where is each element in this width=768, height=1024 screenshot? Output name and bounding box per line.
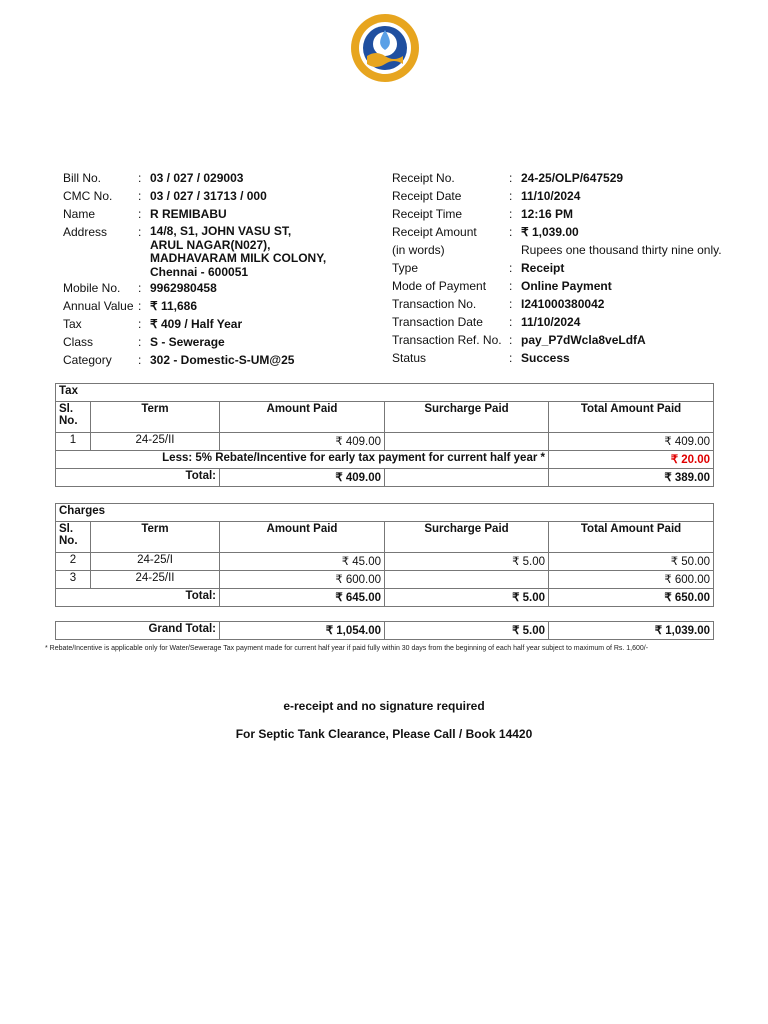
colon: :: [138, 317, 142, 331]
colon: :: [138, 189, 142, 203]
bill-no-row: [63, 171, 383, 189]
field-label: Annual Value: [63, 299, 134, 313]
charges-table: [55, 503, 714, 607]
tax-table-caption: Tax: [56, 384, 714, 402]
cell-term: 24-25/I: [91, 553, 220, 571]
field-label: CMC No.: [63, 189, 113, 203]
colon: :: [138, 207, 142, 221]
address-line: MADHAVARAM MILK COLONY,: [150, 251, 327, 265]
septic-tank-notice: For Septic Tank Clearance, Please Call / Book 14420: [235, 727, 533, 741]
field-label: Transaction No.: [392, 297, 477, 311]
transaction-ref-row: [392, 333, 722, 351]
total-label: Total:: [56, 589, 220, 607]
col-header-surcharge: Surcharge Paid: [385, 402, 549, 433]
bill-no-value: 03 / 027 / 029003: [150, 171, 244, 185]
receipt-no-row: [392, 171, 722, 189]
colon: :: [138, 225, 142, 239]
rebate-label: Less: 5% Rebate/Incentive for early tax payment for current half year *: [56, 451, 549, 469]
receipt-date-row: [392, 189, 722, 207]
col-header-total: Total Amount Paid: [549, 402, 714, 433]
receipt-amount-value: ₹ 1,039.00: [521, 225, 579, 239]
field-label: Mode of Payment: [392, 279, 487, 293]
cell-amount: ₹ 600.00: [220, 571, 385, 589]
charges-table-caption: Charges: [56, 504, 714, 522]
status-value: Success: [521, 351, 570, 365]
colon: :: [138, 171, 142, 185]
annual-value: ₹ 11,686: [150, 299, 198, 313]
col-header-amount: Amount Paid: [220, 402, 385, 433]
annual-value-row: [63, 299, 383, 317]
cell-sl: 3: [56, 571, 91, 589]
field-label: Tax: [63, 317, 82, 331]
colon: :: [509, 297, 513, 311]
colon: :: [509, 207, 513, 221]
cell-total: ₹ 600.00: [549, 571, 714, 589]
field-label: Receipt Date: [392, 189, 462, 203]
class-row: [63, 335, 383, 353]
field-label: Transaction Date: [392, 315, 483, 329]
field-label: (in words): [392, 243, 445, 257]
grand-total-label: Grand Total:: [56, 622, 220, 640]
field-label: Mobile No.: [63, 281, 121, 295]
cell-term: 24-25/II: [91, 433, 220, 451]
amount-in-words-value: Rupees one thousand thirty nine only.: [521, 243, 722, 257]
table-row: [56, 571, 714, 589]
status-row: [392, 351, 722, 369]
cell-term: 24-25/II: [91, 571, 220, 589]
name-value: R REMIBABU: [150, 207, 227, 221]
type-row: [392, 261, 722, 279]
tax-value: ₹ 409 / Half Year: [150, 317, 243, 331]
class-value: S - Sewerage: [150, 335, 225, 349]
total-surcharge: [385, 469, 549, 487]
field-label: Name: [63, 207, 96, 221]
field-label: Type: [392, 261, 419, 275]
grand-total-table: [55, 621, 714, 640]
receipt-no-value: 24-25/OLP/647529: [521, 171, 624, 185]
total-amount: ₹ 645.00: [220, 589, 385, 607]
total-total: ₹ 389.00: [549, 469, 714, 487]
total-label: Total:: [56, 469, 220, 487]
receipt-time-row: [392, 207, 722, 225]
receipt-info-right: [392, 171, 722, 369]
col-header-term: Term: [91, 402, 220, 433]
name-row: [63, 207, 383, 225]
colon: :: [138, 299, 142, 313]
grand-total-surcharge: ₹ 5.00: [385, 622, 549, 640]
transaction-date-value: 11/10/2024: [521, 315, 581, 329]
receipt-date-value: 11/10/2024: [521, 189, 581, 203]
charges-total-row: [56, 589, 714, 607]
cell-surcharge: [385, 571, 549, 589]
address-row: [63, 225, 383, 281]
field-label: Category: [63, 353, 112, 367]
col-header-sl: Sl. No.: [56, 522, 91, 553]
col-header-amount: Amount Paid: [220, 522, 385, 553]
field-label: Receipt Amount: [392, 225, 477, 239]
total-amount: ₹ 409.00: [220, 469, 385, 487]
transaction-date-row: [392, 315, 722, 333]
cell-total: ₹ 409.00: [549, 433, 714, 451]
receipt-amount-row: [392, 225, 722, 243]
field-label: Receipt No.: [392, 171, 455, 185]
grand-total-row: [56, 622, 714, 640]
colon: :: [138, 353, 142, 367]
colon: :: [509, 315, 513, 329]
rebate-footnote: * Rebate/Incentive is applicable only for Water/Sewerage Tax payment made for current half year if paid fully within 30 days from the beginning of each half year subject to maximum of Rs. 1,600/-: [45, 645, 649, 652]
transaction-no-row: [392, 297, 722, 315]
col-header-sl: Sl. No.: [56, 402, 91, 433]
cell-total: ₹ 50.00: [549, 553, 714, 571]
rebate-row: [56, 451, 714, 469]
mode-of-payment-row: [392, 279, 722, 297]
cell-surcharge: ₹ 5.00: [385, 553, 549, 571]
tax-table-header: [56, 402, 714, 433]
colon: :: [509, 225, 513, 239]
colon: :: [509, 171, 513, 185]
cell-amount: ₹ 409.00: [220, 433, 385, 451]
rebate-value: ₹ 20.00: [549, 451, 714, 469]
category-value: 302 - Domestic-S-UM@25: [150, 353, 295, 367]
field-label: Address: [63, 225, 108, 239]
col-header-total: Total Amount Paid: [549, 522, 714, 553]
colon: :: [138, 281, 142, 295]
tax-total-row: [56, 469, 714, 487]
address-line: 14/8, S1, JOHN VASU ST,: [150, 224, 292, 238]
cell-surcharge: [385, 433, 549, 451]
colon: :: [509, 189, 513, 203]
field-label: Transaction Ref. No.: [392, 333, 502, 347]
table-row: [56, 553, 714, 571]
total-total: ₹ 650.00: [549, 589, 714, 607]
mode-of-payment-value: Online Payment: [521, 279, 612, 293]
bill-info-left: [63, 171, 383, 371]
tax-table: [55, 383, 714, 487]
col-header-surcharge: Surcharge Paid: [385, 522, 549, 553]
field-label: Class: [63, 335, 94, 349]
colon: :: [138, 335, 142, 349]
mobile-row: [63, 281, 383, 299]
grand-total-total: ₹ 1,039.00: [549, 622, 714, 640]
field-label: Receipt Time: [392, 207, 463, 221]
mobile-value: 9962980458: [150, 281, 217, 295]
colon: :: [509, 279, 513, 293]
cmc-no-value: 03 / 027 / 31713 / 000: [150, 189, 267, 203]
type-value: Receipt: [521, 261, 565, 275]
tax-row: [63, 317, 383, 335]
address-line: Chennai - 600051: [150, 264, 249, 279]
address-value: [150, 225, 326, 279]
transaction-ref-value: pay_P7dWcla8veLdfA: [521, 333, 646, 347]
chennai-metro-water-logo: [349, 12, 421, 84]
grand-total-amount: ₹ 1,054.00: [220, 622, 385, 640]
table-row: [56, 433, 714, 451]
cmc-no-row: [63, 189, 383, 207]
colon: :: [509, 333, 513, 347]
cell-amount: ₹ 45.00: [220, 553, 385, 571]
amount-in-words-row: [392, 243, 722, 261]
colon: :: [509, 351, 513, 365]
transaction-no-value: I241000380042: [521, 297, 605, 311]
e-receipt-notice: e-receipt and no signature required: [283, 699, 485, 713]
colon: :: [509, 261, 513, 275]
category-row: [63, 353, 383, 371]
address-line: ARUL NAGAR(N027),: [150, 237, 271, 252]
receipt-time-value: 12:16 PM: [521, 207, 574, 221]
charges-table-header: [56, 522, 714, 553]
total-surcharge: ₹ 5.00: [385, 589, 549, 607]
col-header-term: Term: [91, 522, 220, 553]
field-label: Bill No.: [63, 171, 102, 185]
field-label: Status: [392, 351, 427, 365]
cell-sl: 2: [56, 553, 91, 571]
cell-sl: 1: [56, 433, 91, 451]
